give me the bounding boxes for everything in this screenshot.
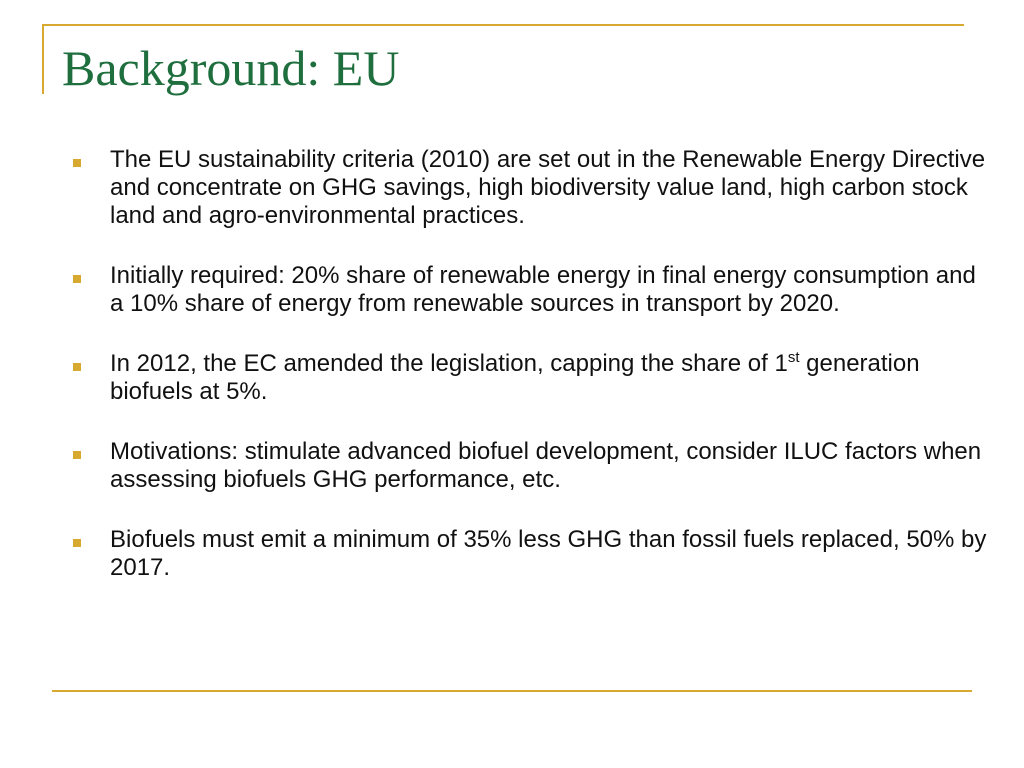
square-bullet-icon xyxy=(73,539,81,547)
title-frame-left-rule xyxy=(42,24,44,94)
bullet-text xyxy=(110,350,990,406)
bullet-text-part: generation biofuels at 5%. xyxy=(110,350,920,405)
title-frame-top-rule xyxy=(42,24,964,26)
ordinal-superscript: st xyxy=(787,349,800,366)
bullet-item xyxy=(70,262,990,318)
footer-rule xyxy=(52,690,972,692)
square-bullet-icon xyxy=(73,159,81,167)
bullet-text: Biofuels must emit a minimum of 35% less GHG than fossil fuels replaced, 50% by 2017. xyxy=(110,526,987,581)
bullet-text: The EU sustainability criteria (2010) are set out in the Renewable Energy Directive and concentrate on GHG savings, high biodiversity value land, high carbon stock land and agro-environmental practices. xyxy=(110,146,986,229)
square-bullet-icon xyxy=(73,363,81,371)
slide-title: Background: EU xyxy=(62,40,400,96)
bullet-item xyxy=(70,526,990,582)
bullet-text: Initially required: 20% share of renewable energy in final energy consumption and a 10% share of energy from renewable sources in transport by 2020. xyxy=(110,262,976,317)
square-bullet-icon xyxy=(73,451,81,459)
bullet-list xyxy=(70,146,990,614)
bullet-text: Motivations: stimulate advanced biofuel development, consider ILUC factors when assessing biofuels GHG performance, etc. xyxy=(110,438,982,493)
bullet-item xyxy=(70,350,990,406)
bullet-text-part: In 2012, the EC amended the legislation, capping the share of 1 xyxy=(110,350,788,377)
square-bullet-icon xyxy=(73,275,81,283)
bullet-item xyxy=(70,146,990,230)
bullet-item xyxy=(70,438,990,494)
